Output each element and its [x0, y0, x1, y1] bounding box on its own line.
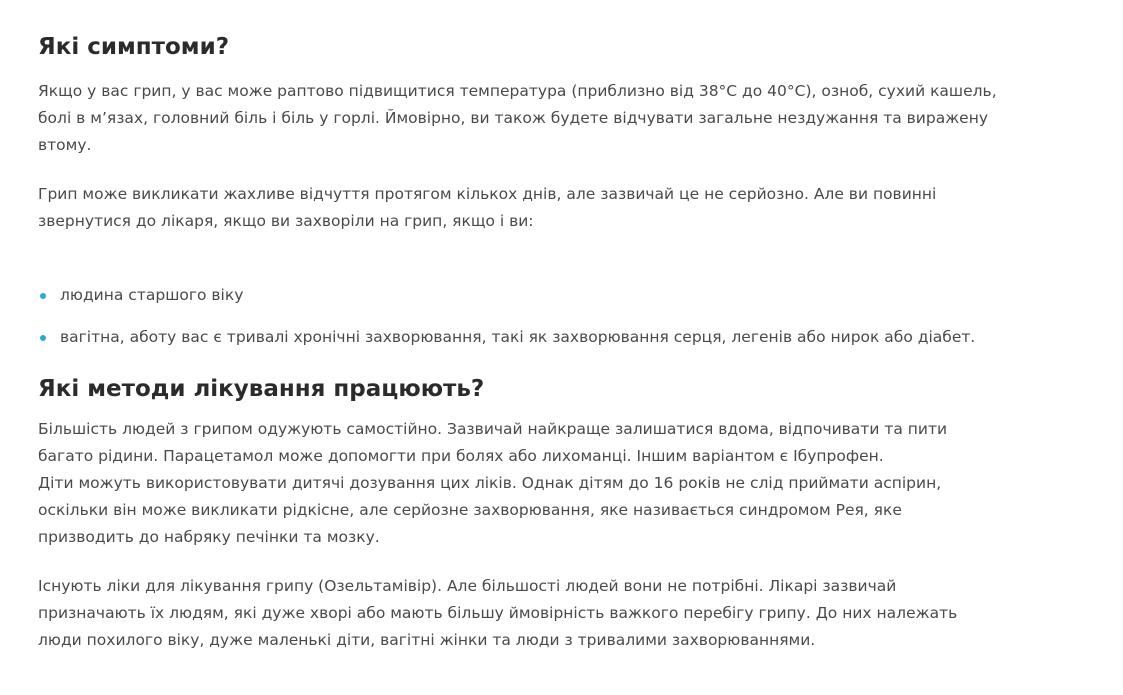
list-item-text: вагітна, аботу вас є тривалі хронічні захворювання, такі як захворювання серця, легенів або нирок або діабет.	[60, 328, 976, 346]
doctor-advice-paragraph: Грип може викликати жахливе відчуття протягом кількох днів, але зазвичай це не серйозно. Але ви повинні звернутися до лікаря, якщо ви захворіли на грип, якщо і ви:	[38, 185, 937, 230]
children-paragraph: Діти можуть використовувати дитячі дозування цих ліків. Однак дітям до 16 років не слід приймати аспірин, оскільки він може викликати рідкісне, але серйозне захворювання, яке називається синдромом Рея, яке призводить до набряку печінки та мозку.	[38, 474, 942, 546]
symptoms-heading: Які симптоми?	[38, 34, 230, 60]
risk-groups-list	[38, 282, 998, 351]
antiviral-paragraph: Існують ліки для лікування грипу (Озельтамівір). Але більшості людей вони не потрібні. Лікарі зазвичай призначають їх людям, які дуже хворі або мають більшу ймовірність важкого перебігу грипу. До них належать люди похилого віку, дуже маленькі діти, вагітні жінки та люди з тривалими захворюваннями.	[38, 577, 958, 649]
bullet-icon	[40, 293, 46, 299]
list-item	[38, 324, 998, 351]
treatments-heading: Які методи лікування працюють?	[38, 376, 485, 402]
bullet-icon	[40, 335, 46, 341]
article-content	[38, 30, 998, 654]
list-item	[38, 282, 998, 309]
symptoms-paragraph: Якщо у вас грип, у вас може раптово підвищитися температура (приблизно від 38°C до 40°C), озноб, сухий кашель, болі в м’язах, головний біль і біль у горлі. Ймовірно, ви також будете відчувати загальне нездужання та виражену втому.	[38, 82, 997, 154]
list-item-text: людина старшого віку	[60, 286, 244, 304]
treatment-paragraph: Більшість людей з грипом одужують самостійно. Зазвичай найкраще залишатися вдома, відпочивати та пити багато рідини. Парацетамол може допомогти при болях або лихоманці. Іншим варіантом є Ібупрофен.	[38, 420, 948, 465]
